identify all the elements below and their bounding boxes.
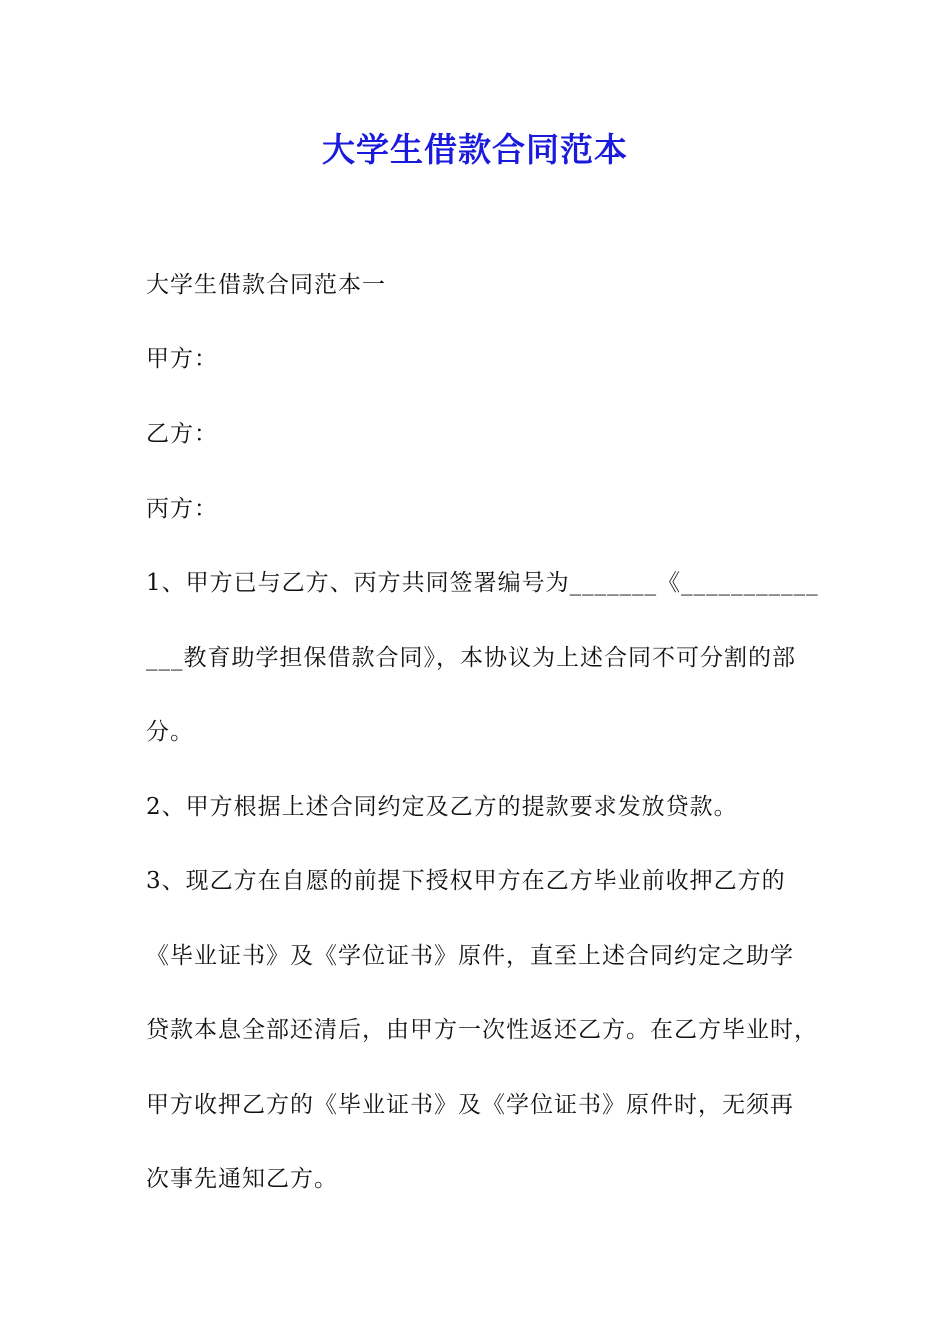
document-title: 大学生借款合同范本 xyxy=(322,130,628,169)
clause-2-line-1: 2、甲方根据上述合同约定及乙方的提款要求发放贷款。 xyxy=(146,794,738,820)
clause-3-line-3: 贷款本息全部还清后，由甲方一次性返还乙方。在乙方毕业时， xyxy=(146,1017,818,1043)
clause-1-line-3: 分。 xyxy=(146,719,194,745)
section-heading: 大学生借款合同范本一 xyxy=(146,272,386,298)
clause-3-line-2: 《毕业证书》及《学位证书》原件，直至上述合同约定之助学 xyxy=(146,943,794,969)
clause-1-line-1: 1、甲方已与乙方、丙方共同签署编号为_______《___________ xyxy=(146,570,819,596)
party-a-label: 甲方： xyxy=(146,346,218,372)
party-b-label: 乙方： xyxy=(146,421,218,447)
party-c-label: 丙方： xyxy=(146,496,218,522)
clause-1-line-2: ___教育助学担保借款合同》，本协议为上述合同不可分割的部 xyxy=(146,645,796,671)
clause-3-line-4: 甲方收押乙方的《毕业证书》及《学位证书》原件时，无须再 xyxy=(146,1092,794,1118)
clause-3-line-5: 次事先通知乙方。 xyxy=(146,1166,338,1192)
clause-3-line-1: 3、现乙方在自愿的前提下授权甲方在乙方毕业前收押乙方的 xyxy=(146,868,786,894)
